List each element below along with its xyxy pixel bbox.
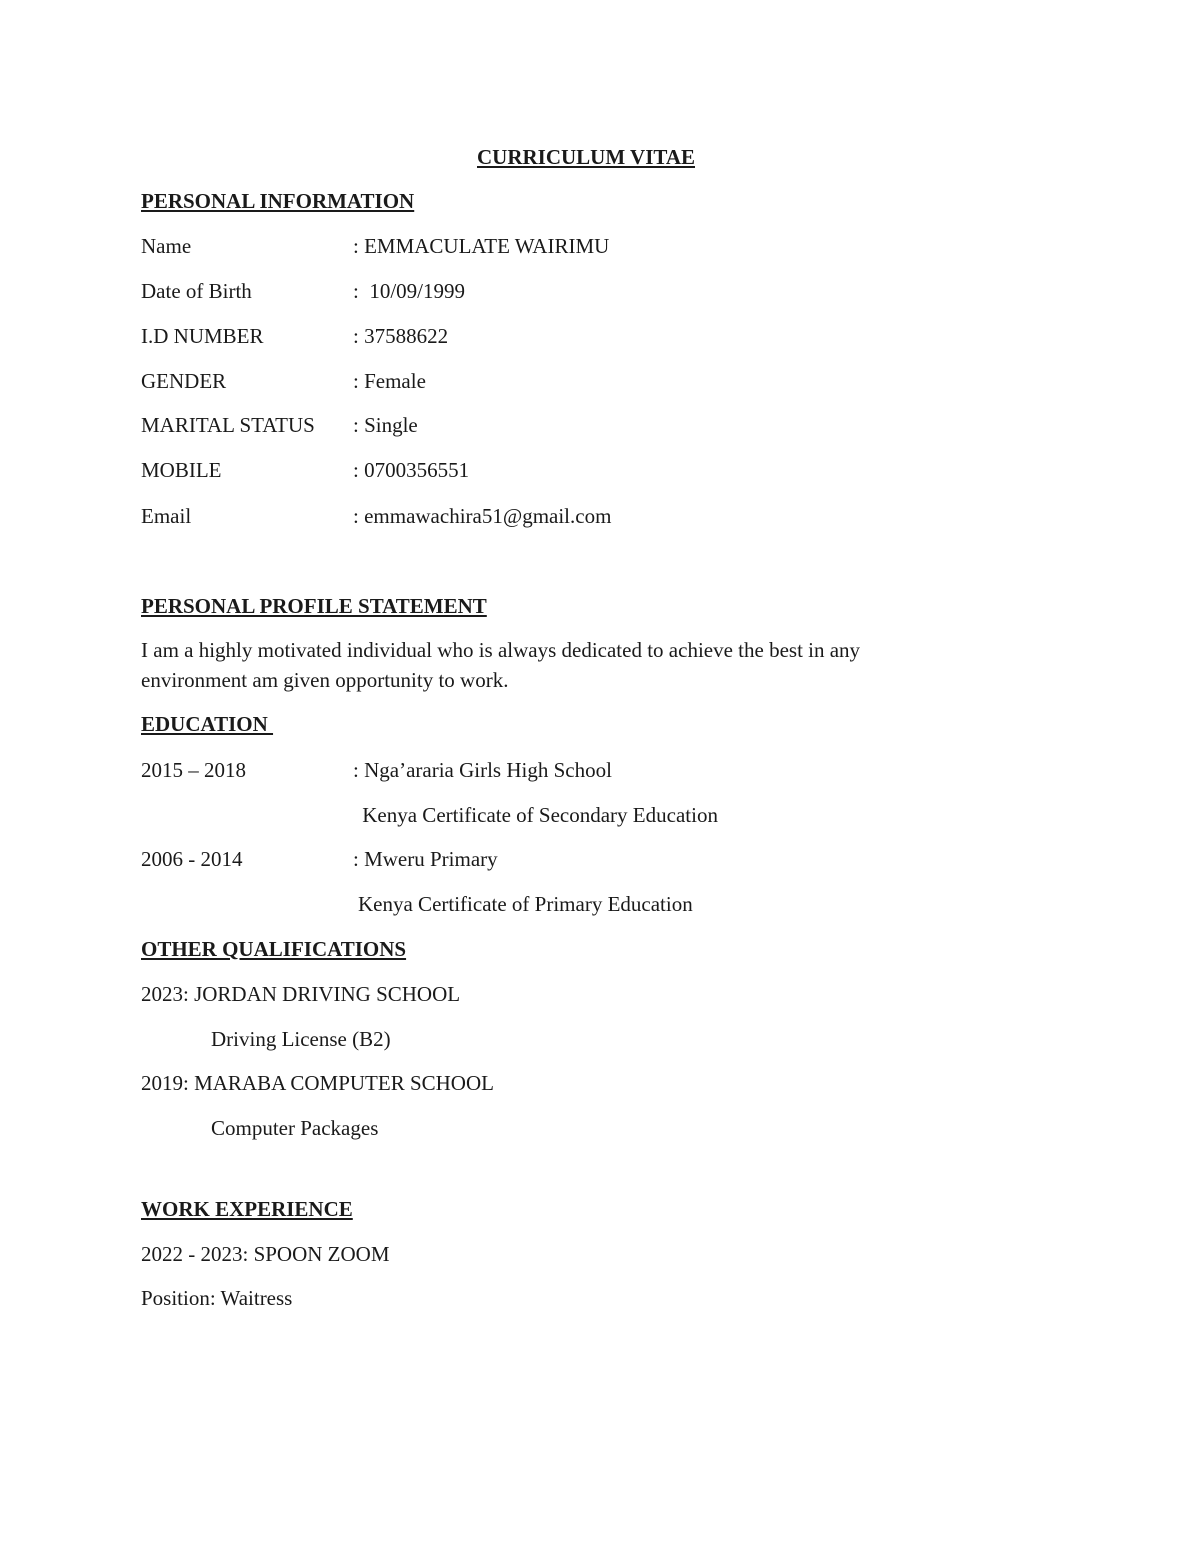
- work-position: Position: Waitress: [141, 1286, 293, 1310]
- marital-status-label: MARITAL STATUS: [141, 413, 315, 437]
- gender-label: GENDER: [141, 369, 227, 393]
- mobile-value: : 0700356551: [353, 458, 470, 482]
- dob-label: Date of Birth: [141, 279, 252, 303]
- email-label: Email: [141, 504, 192, 528]
- education-award-1: Kenya Certificate of Secondary Education: [357, 803, 718, 827]
- other-qualifications-heading: OTHER QUALIFICATIONS: [141, 937, 407, 961]
- education-heading: EDUCATION: [141, 712, 274, 736]
- qualification-title-2: 2019: MARABA COMPUTER SCHOOL: [141, 1071, 494, 1095]
- profile-line-1: I am a highly motivated individual who is always dedicated to achieve the best in any: [141, 638, 861, 662]
- qualification-title-1: 2023: JORDAN DRIVING SCHOOL: [141, 982, 461, 1006]
- education-school-2: : Mweru Primary: [353, 847, 498, 871]
- education-award-2: Kenya Certificate of Primary Education: [358, 892, 693, 916]
- personal-information-heading: PERSONAL INFORMATION: [141, 189, 415, 213]
- document-title: CURRICULUM VITAE: [477, 145, 695, 169]
- marital-status-value: : Single: [353, 413, 418, 437]
- name-label: Name: [141, 234, 192, 258]
- name-value: : EMMACULATE WAIRIMU: [353, 234, 610, 258]
- education-years-2: 2006 - 2014: [141, 847, 243, 871]
- profile-heading: PERSONAL PROFILE STATEMENT: [141, 594, 487, 618]
- education-school-1: : Nga’araria Girls High School: [353, 758, 612, 782]
- mobile-label: MOBILE: [141, 458, 222, 482]
- education-years-1: 2015 – 2018: [141, 758, 246, 782]
- qualification-detail-2: Computer Packages: [211, 1116, 379, 1140]
- work-experience-heading: WORK EXPERIENCE: [141, 1197, 353, 1221]
- gender-value: : Female: [353, 369, 426, 393]
- id-number-value: : 37588622: [353, 324, 449, 348]
- profile-line-2: environment am given opportunity to work.: [141, 668, 509, 692]
- dob-value: : 10/09/1999: [353, 279, 466, 303]
- id-number-label: I.D NUMBER: [141, 324, 264, 348]
- work-entry: 2022 - 2023: SPOON ZOOM: [141, 1242, 390, 1266]
- qualification-detail-1: Driving License (B2): [211, 1027, 391, 1051]
- email-value: : emmawachira51@gmail.com: [353, 504, 612, 528]
